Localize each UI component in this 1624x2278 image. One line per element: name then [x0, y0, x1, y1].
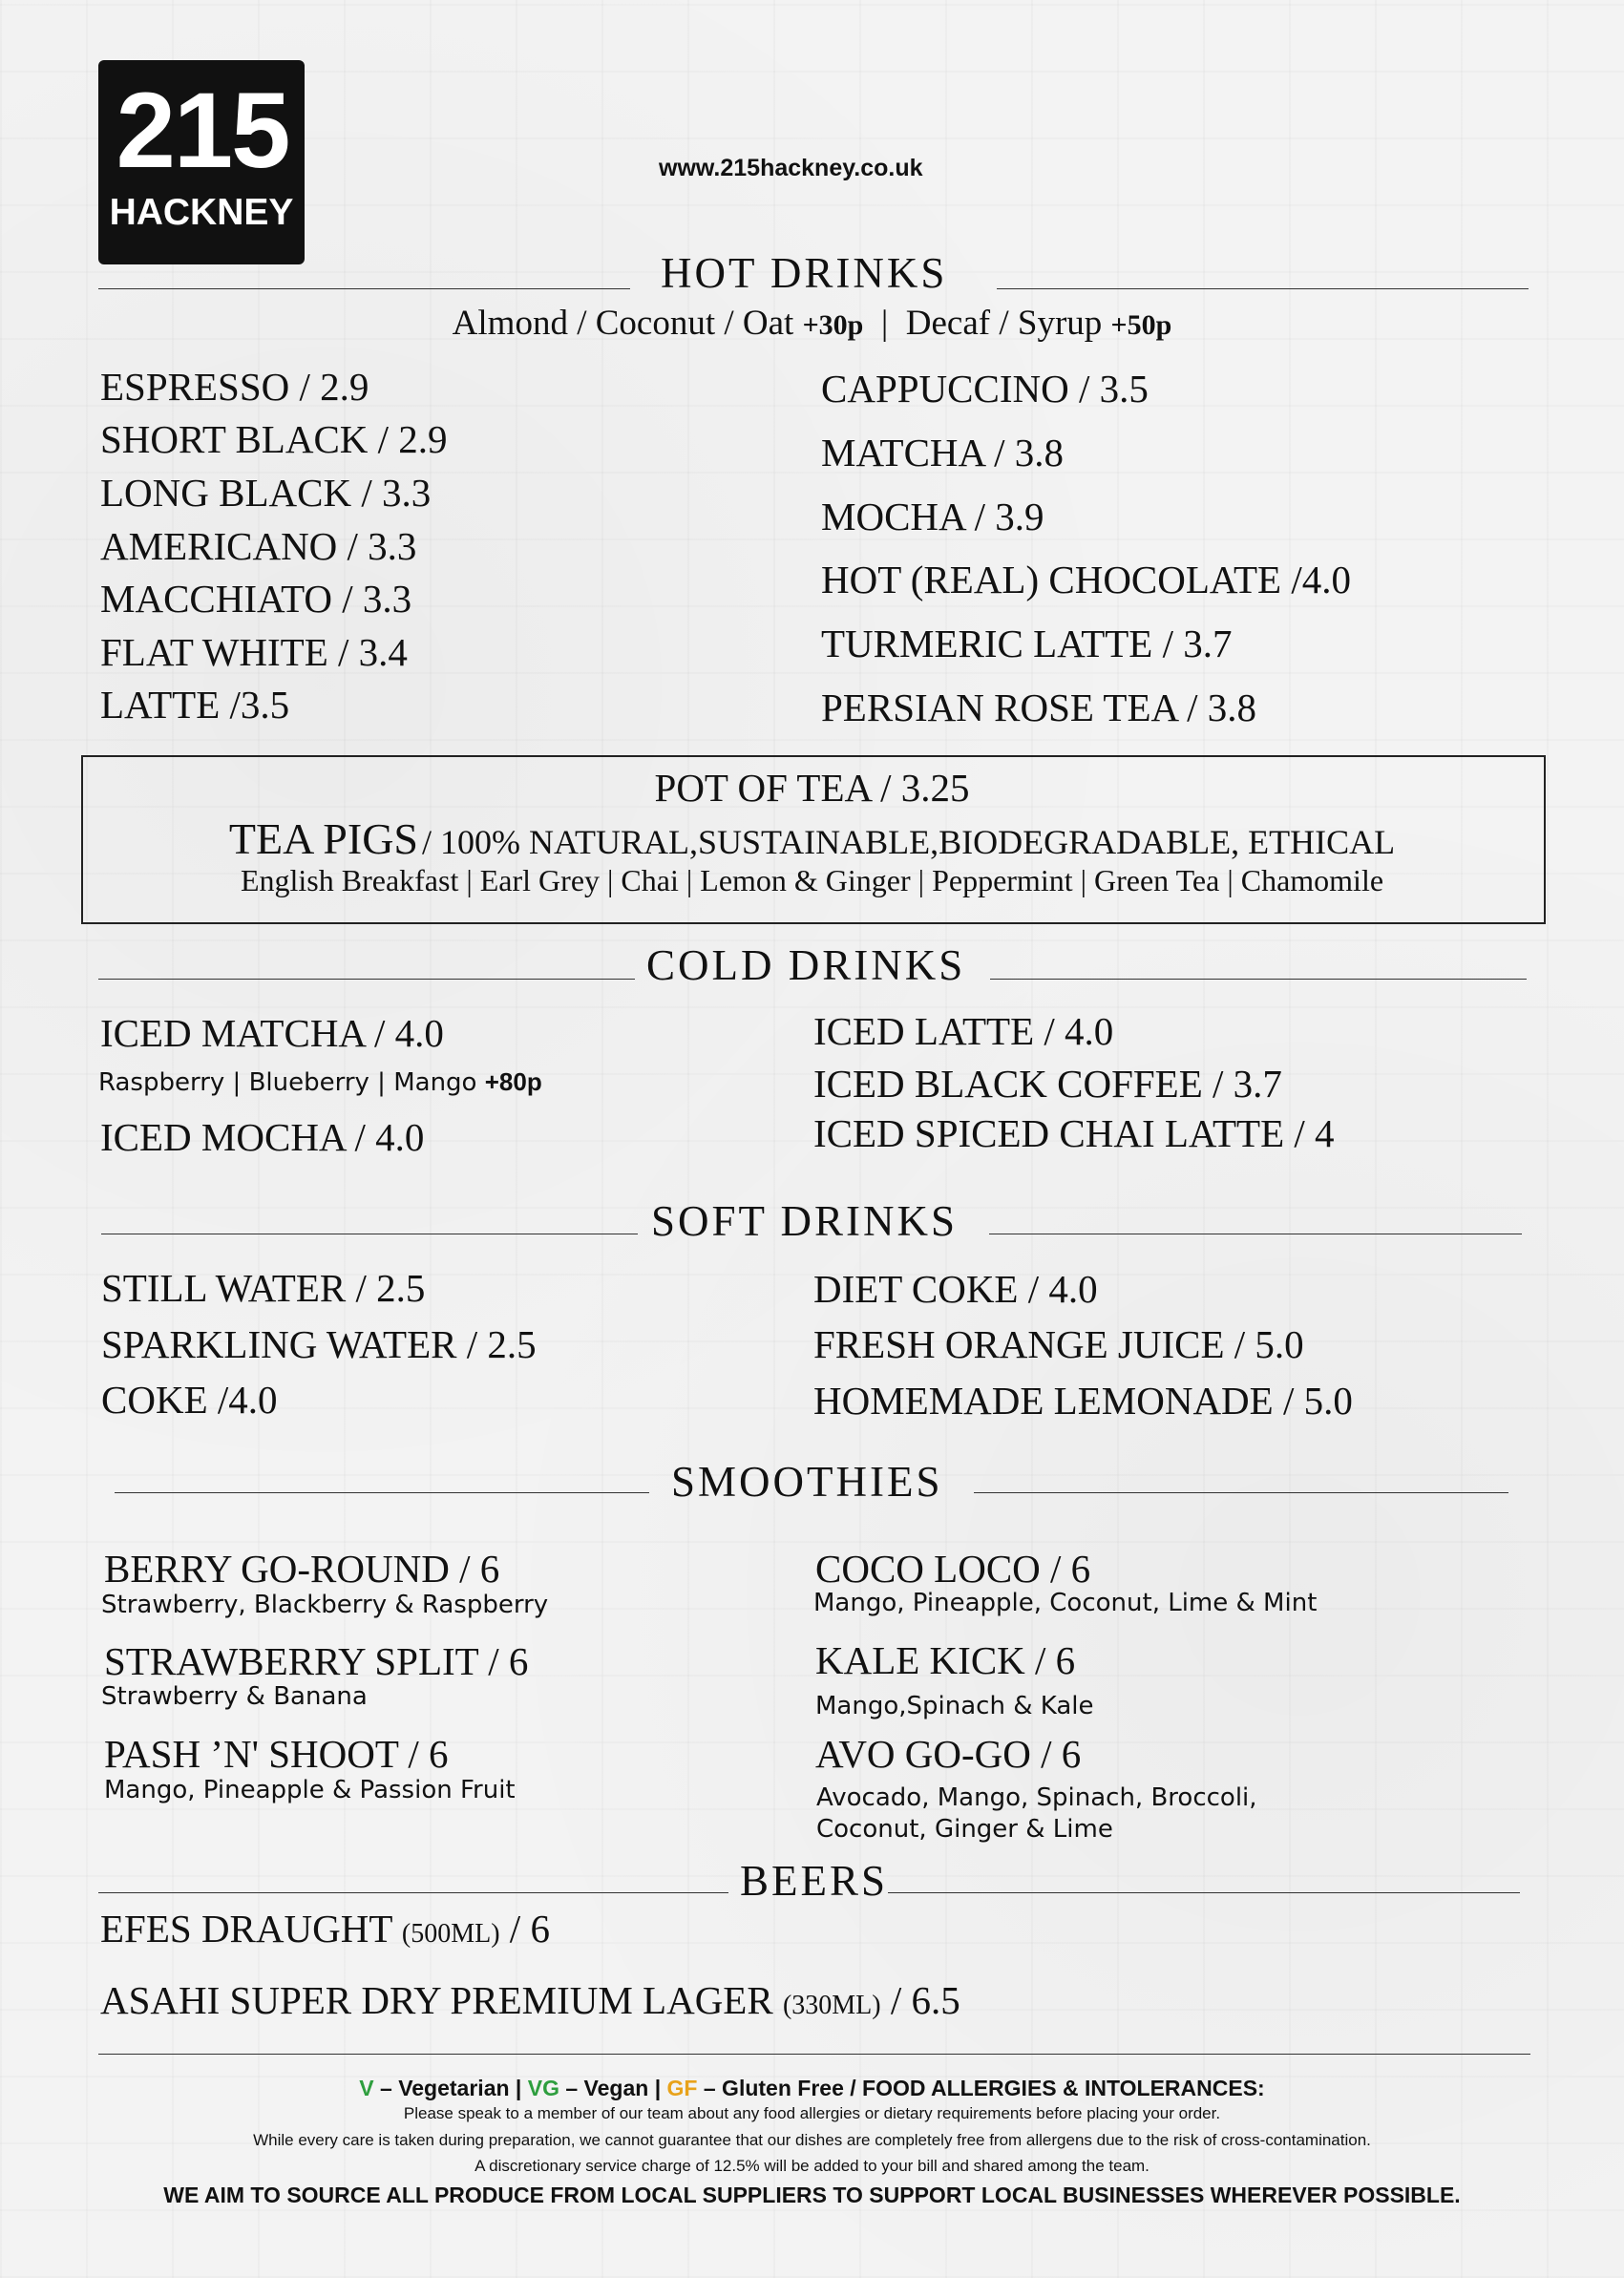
- menu-item: PERSIAN ROSE TEA / 3.8: [821, 686, 1257, 729]
- smoothie-desc: Coconut, Ginger & Lime: [816, 1815, 1113, 1844]
- service-charge-note: A discretionary service charge of 12.5% will be added to your bill and shared among the team.: [475, 2157, 1149, 2175]
- soft-drinks-heading: SOFT DRINKS: [651, 1197, 958, 1245]
- divider: [997, 288, 1529, 289]
- allergen-legend: V – Vegetarian | VG – Vegan | GF – Gluten Free / FOOD ALLERGIES & INTOLERANCES:: [359, 2076, 1265, 2100]
- smoothie-name: AVO GO-GO / 6: [815, 1732, 1082, 1776]
- menu-item: LONG BLACK / 3.3: [100, 471, 432, 515]
- smoothie-name: STRAWBERRY SPLIT / 6: [104, 1639, 529, 1683]
- cold-drinks-heading: COLD DRINKS: [646, 941, 966, 989]
- menu-item: ICED SPICED CHAI LATTE / 4: [813, 1111, 1335, 1155]
- menu-item: SHORT BLACK / 2.9: [100, 417, 448, 461]
- menu-item: LATTE /3.5: [100, 683, 290, 727]
- smoothie-name: BERRY GO-ROUND / 6: [104, 1547, 500, 1591]
- smoothie-desc: Mango, Pineapple & Passion Fruit: [104, 1776, 516, 1804]
- menu-item: MACCHIATO / 3.3: [100, 577, 412, 621]
- menu-item: AMERICANO / 3.3: [100, 524, 417, 568]
- smoothie-desc: Strawberry & Banana: [101, 1682, 368, 1711]
- smoothie-name: KALE KICK / 6: [815, 1638, 1076, 1682]
- logo-number: 215: [116, 71, 289, 190]
- smoothie-desc: Mango, Pineapple, Coconut, Lime & Mint: [813, 1589, 1318, 1617]
- divider: [98, 288, 630, 289]
- smoothie-desc: Strawberry, Blackberry & Raspberry: [101, 1591, 549, 1619]
- smoothies-heading: SMOOTHIES: [671, 1458, 943, 1506]
- menu-item: STILL WATER / 2.5: [101, 1266, 426, 1310]
- divider: [115, 1492, 649, 1493]
- local-sourcing-statement: WE AIM TO SOURCE ALL PRODUCE FROM LOCAL SUPPLIERS TO SUPPORT LOCAL BUSINESSES WHEREVER POSSIBLE.: [163, 2183, 1461, 2207]
- logo-name: HACKNEY: [109, 192, 294, 233]
- menu-item: ICED BLACK COFFEE / 3.7: [813, 1062, 1282, 1106]
- menu-item: HOT (REAL) CHOCOLATE /4.0: [821, 558, 1351, 601]
- beer-item: ASAHI SUPER DRY PREMIUM LAGER (330ML) / 6.5: [100, 1978, 960, 2022]
- menu-item: CAPPUCCINO / 3.5: [821, 367, 1149, 411]
- allergen-note: While every care is taken during preparation, we cannot guarantee that our dishes are completely free from allergens due to the risk of cross-contamination.: [253, 2131, 1371, 2149]
- beers-heading: BEERS: [740, 1857, 889, 1905]
- menu-item: SPARKLING WATER / 2.5: [101, 1322, 537, 1366]
- pot-of-tea: POT OF TEA / 3.25: [654, 766, 970, 810]
- divider: [990, 979, 1527, 980]
- menu-item: ICED MATCHA / 4.0: [100, 1011, 444, 1055]
- menu-item: HOMEMADE LEMONADE / 5.0: [813, 1379, 1353, 1423]
- smoothie-name: COCO LOCO / 6: [815, 1547, 1091, 1591]
- website-url: www.215hackney.co.uk: [659, 155, 923, 181]
- divider: [98, 1892, 728, 1893]
- menu-item: DIET COKE / 4.0: [813, 1267, 1098, 1311]
- menu-item: ICED MOCHA / 4.0: [100, 1115, 425, 1159]
- tea-pigs-line: TEA PIGS / 100% NATURAL,SUSTAINABLE,BIODEGRADABLE, ETHICAL: [228, 814, 1396, 863]
- hot-drinks-heading: HOT DRINKS: [661, 249, 948, 297]
- divider: [888, 1892, 1520, 1893]
- tea-flavours: English Breakfast | Earl Grey | Chai | Lemon & Ginger | Peppermint | Green Tea | Chamomile: [240, 863, 1384, 897]
- menu-item: COKE /4.0: [101, 1378, 278, 1422]
- divider: [98, 2054, 1530, 2055]
- menu-item: TURMERIC LATTE / 3.7: [821, 622, 1233, 665]
- divider: [974, 1492, 1508, 1493]
- menu-item: MATCHA / 3.8: [821, 431, 1065, 475]
- smoothie-desc: Mango,Spinach & Kale: [815, 1692, 1094, 1720]
- milk-options: Almond / Coconut / Oat +30p | Decaf / Syrup +50p: [452, 304, 1172, 343]
- menu-item: FLAT WHITE / 3.4: [100, 630, 408, 674]
- allergen-note: Please speak to a member of our team about any food allergies or dietary requirements before placing your order.: [403, 2104, 1221, 2122]
- menu-item: MOCHA / 3.9: [821, 495, 1044, 538]
- menu-item: ESPRESSO / 2.9: [100, 365, 369, 409]
- smoothie-name: PASH ’N' SHOOT / 6: [104, 1732, 449, 1776]
- menu-item: FRESH ORANGE JUICE / 5.0: [813, 1322, 1304, 1366]
- divider: [98, 979, 635, 980]
- matcha-flavours: Raspberry | Blueberry | Mango +80p: [98, 1067, 542, 1097]
- menu-item: ICED LATTE / 4.0: [813, 1009, 1114, 1053]
- smoothie-desc: Avocado, Mango, Spinach, Broccoli,: [816, 1783, 1257, 1812]
- beer-item: EFES DRAUGHT (500ML) / 6: [100, 1907, 550, 1951]
